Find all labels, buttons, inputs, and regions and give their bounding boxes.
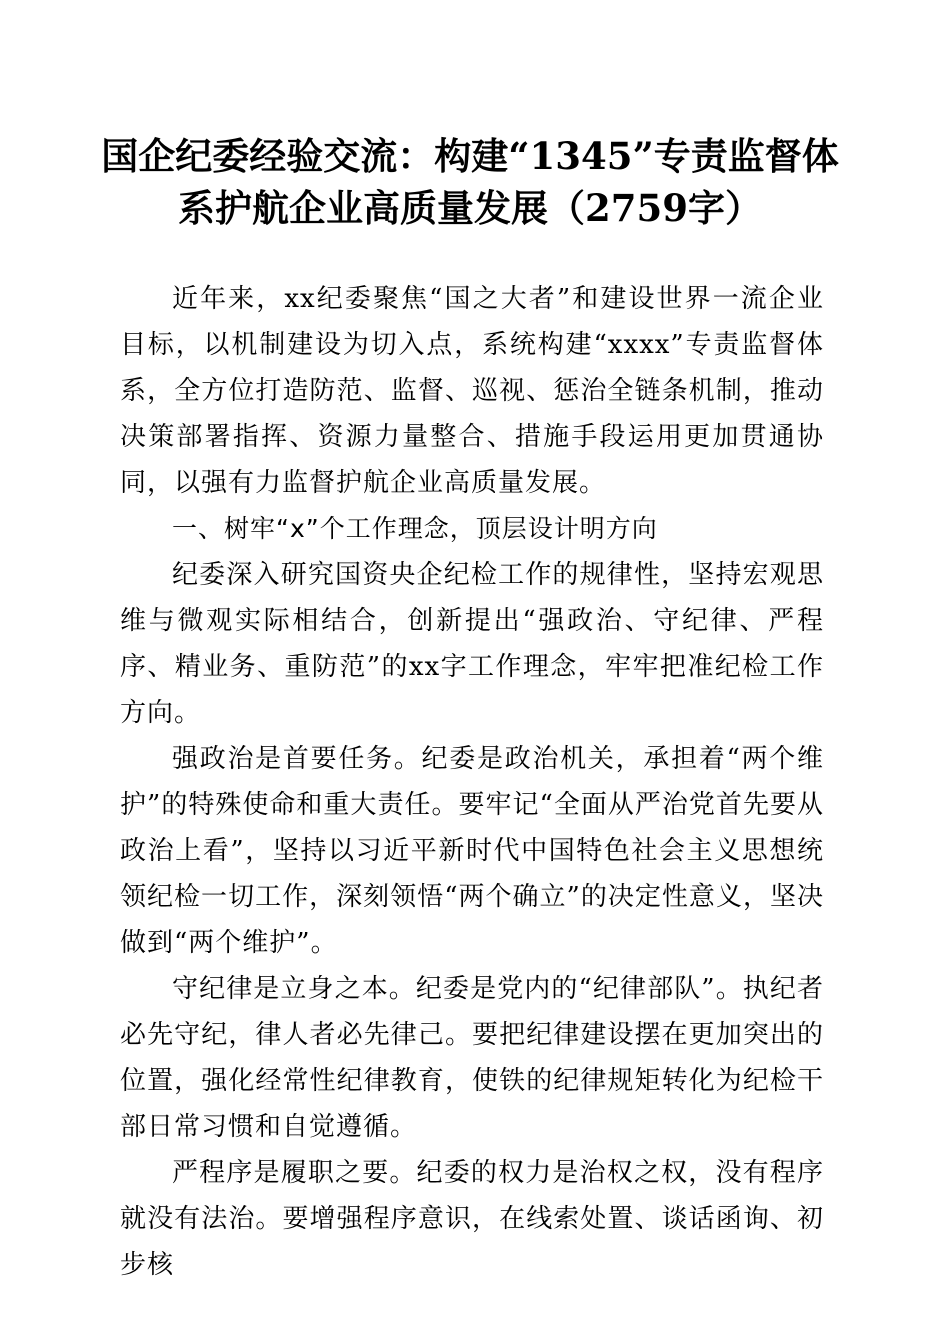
- paragraph-discipline: 守纪律是立身之本。纪委是党内的“纪律部队”。执纪者必先守纪，律人者必先律己。要把纪律建设摆在更加突出的位置，强化经常性纪律教育，使铁的纪律规矩转化为纪检干部日常习惯和自觉遵循。: [120, 974, 824, 1142]
- document-title: [100, 130, 840, 234]
- paragraph-procedure: 严程序是履职之要。纪委的权力是治权之权，没有程序就没有法治。要增强程序意识，在线索处置、谈话函询、初步核: [120, 1158, 824, 1280]
- title-line-1: 国企纪委经验交流：构建“1345”专责监督体: [101, 134, 839, 178]
- title-line-2: 系护航企业高质量发展（2759字）: [178, 186, 762, 230]
- paragraph-work-philosophy: 纪委深入研究国资央企纪检工作的规律性，坚持宏观思维与微观实际相结合，创新提出“强政治、守纪律、严程序、精业务、重防范”的xx字工作理念，牢牢把准纪检工作方向。: [120, 560, 824, 728]
- section-heading-1: 一、树牢“x”个工作理念，顶层设计明方向: [172, 514, 658, 543]
- document-body: [120, 276, 824, 1288]
- paragraph-politics: 强政治是首要任务。纪委是政治机关，承担着“两个维护”的特殊使命和重大责任。要牢记“全面从严治党首先要从政治上看”，坚持以习近平新时代中国特色社会主义思想统领纪检一切工作，深刻领悟“两个确立”的决定性意义，坚决做到“两个维护”。: [120, 744, 824, 958]
- paragraph-intro: 近年来，xx纪委聚焦“国之大者”和建设世界一流企业目标，以机制建设为切入点，系统构建“xxxx”专责监督体系，全方位打造防范、监督、巡视、惩治全链条机制，推动决策部署指挥、资源力量整合、措施手段运用更加贯通协同，以强有力监督护航企业高质量发展。: [120, 284, 824, 498]
